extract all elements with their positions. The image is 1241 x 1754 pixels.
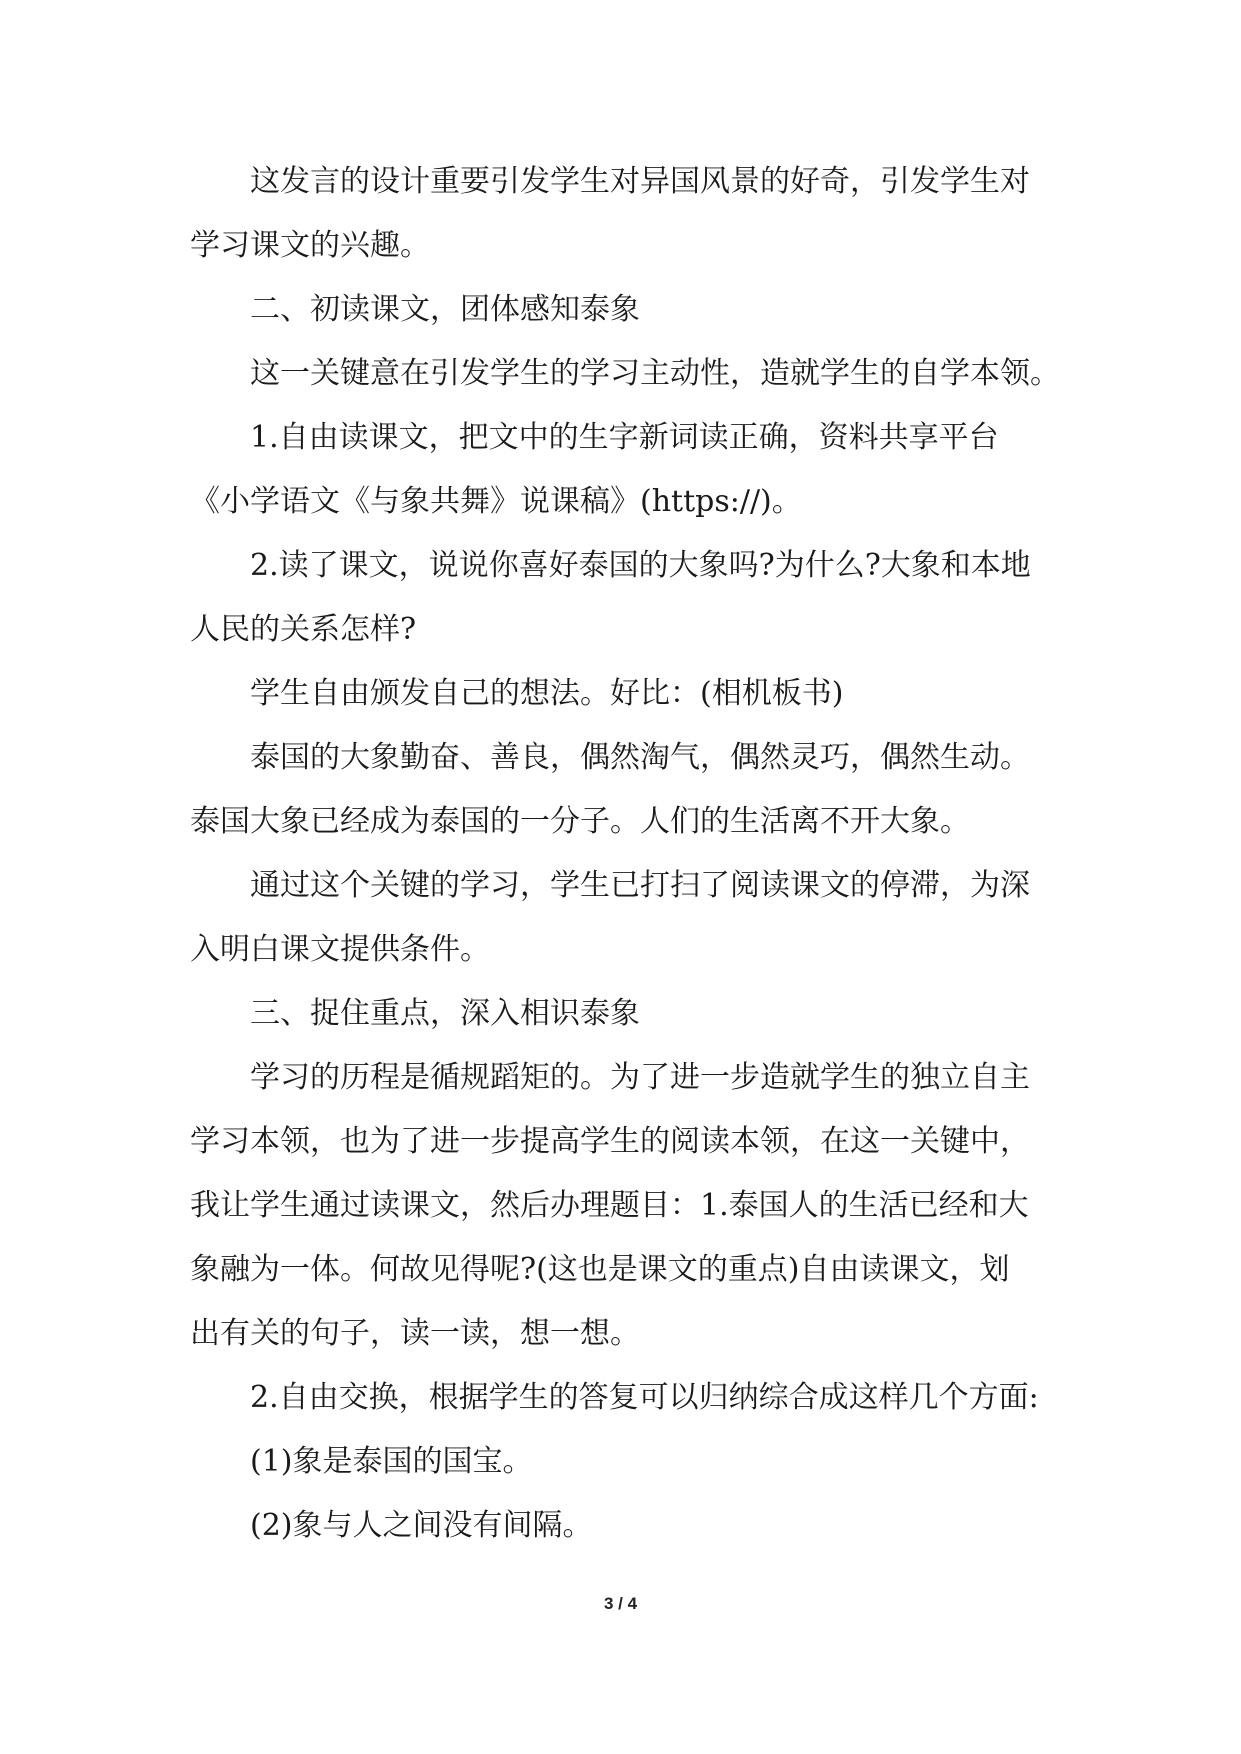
body-line: 象融为一体。何故见得呢?(这也是课文的重点)自由读课文，划: [190, 1252, 1010, 1287]
body-line: 1.自由读课文，把文中的生字新词读正确，资料共享平台: [250, 420, 999, 455]
list-item: (1)象是泰国的国宝。: [250, 1444, 533, 1479]
body-line: 学生自由颁发自己的想法。好比：(相机板书): [250, 676, 844, 711]
body-line: 这发言的设计重要引发学生对异国风景的好奇，引发学生对: [250, 164, 1030, 199]
body-line: 2.自由交换，根据学生的答复可以归纳综合成这样几个方面:: [250, 1380, 1039, 1415]
list-item: (2)象与人之间没有间隔。: [250, 1508, 593, 1543]
section-heading: 三、捉住重点，深入相识泰象: [250, 996, 640, 1031]
body-line: 入明白课文提供条件。: [190, 932, 490, 967]
body-line: 我让学生通过读课文，然后办理题目：1.泰国人的生活已经和大: [190, 1188, 1029, 1223]
body-line: 出有关的句子，读一读，想一想。: [190, 1316, 640, 1351]
page-number: 3 / 4: [603, 1594, 638, 1613]
body-line: 通过这个关键的学习，学生已打扫了阅读课文的停滞，为深: [250, 868, 1030, 903]
body-line: 2.读了课文，说说你喜好泰国的大象吗?为什么?大象和本地: [250, 548, 1031, 583]
body-line: 《小学语文《与象共舞》说课稿》(https://)。: [190, 484, 802, 519]
body-line: 学习课文的兴趣。: [190, 228, 430, 263]
body-line: 人民的关系怎样?: [190, 612, 417, 647]
body-line: 泰国大象已经成为泰国的一分子。人们的生活离不开大象。: [190, 804, 970, 839]
body-line: 学习本领，也为了进一步提高学生的阅读本领，在这一关键中，: [190, 1124, 1030, 1159]
body-line: 泰国的大象勤奋、善良，偶然淘气，偶然灵巧，偶然生动。: [250, 740, 1030, 775]
body-line: 学习的历程是循规蹈矩的。为了进一步造就学生的独立自主: [250, 1060, 1030, 1095]
body-line: 这一关键意在引发学生的学习主动性，造就学生的自学本领。: [250, 356, 1060, 391]
section-heading: 二、初读课文，团体感知泰象: [250, 292, 640, 327]
document-body: [190, 150, 1060, 1558]
